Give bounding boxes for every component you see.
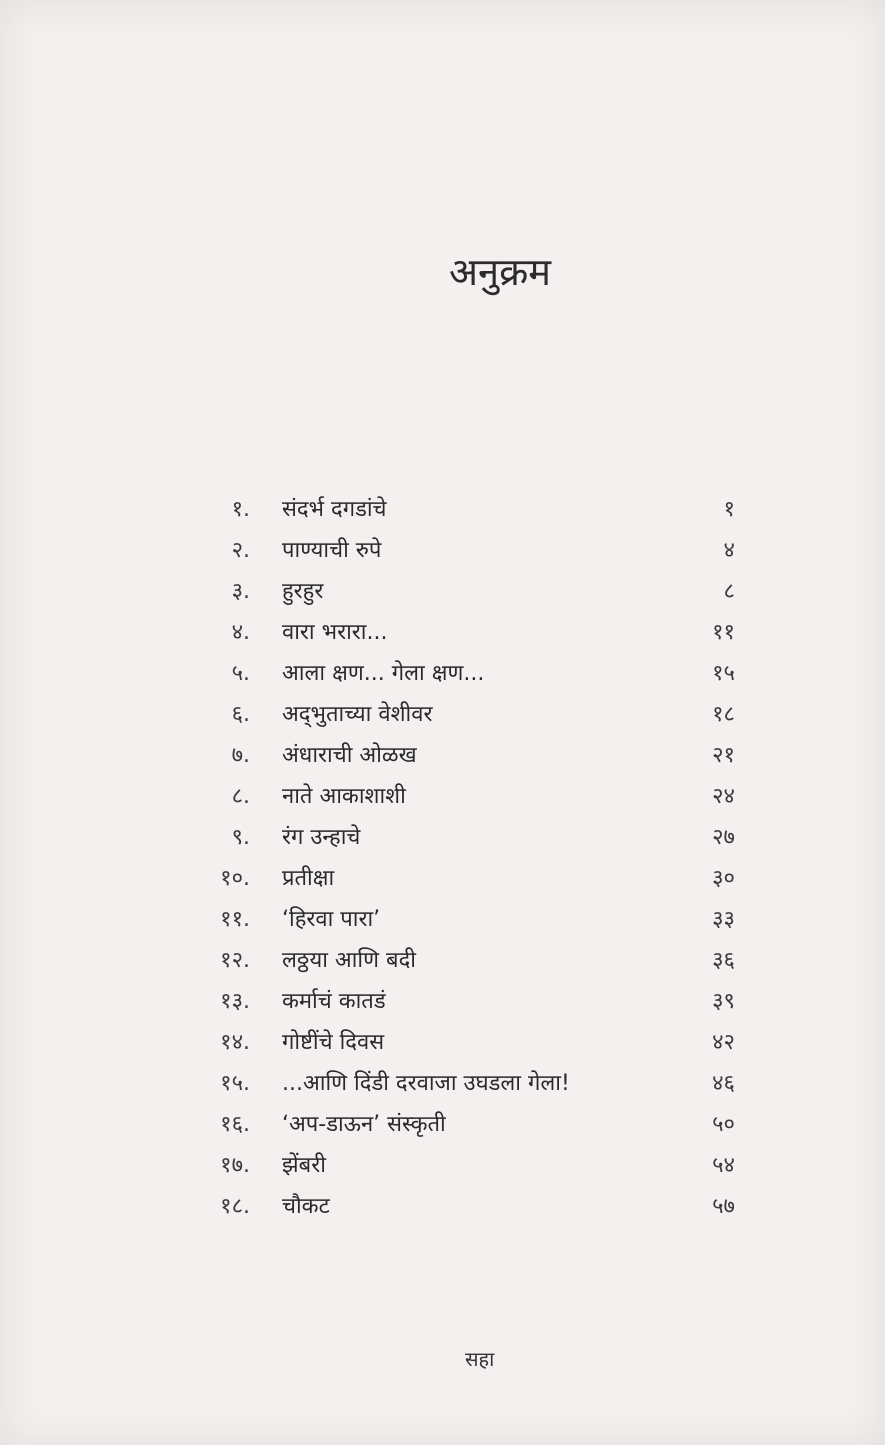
- toc-page: ८: [723, 579, 735, 604]
- toc-title: वारा भरारा...: [282, 620, 388, 645]
- toc-number: १२.: [220, 948, 250, 973]
- toc-page: ५७: [712, 1194, 735, 1219]
- toc-number: १५.: [220, 1071, 250, 1096]
- toc-page: २४: [712, 784, 735, 809]
- toc-page: १: [723, 497, 735, 522]
- toc-page: १८: [712, 702, 735, 727]
- page-title: अनुक्रम: [448, 250, 552, 294]
- toc-title: नाते आकाशाशी: [282, 784, 406, 809]
- toc-page: ५०: [712, 1112, 735, 1137]
- toc-row: [0, 613, 885, 653]
- toc-title: अंधाराची ओळख: [282, 743, 417, 768]
- toc-number: १.: [231, 497, 250, 522]
- toc-title: हुरहुर: [282, 579, 324, 604]
- toc-row: [0, 572, 885, 612]
- toc-title: संदर्भ दगडांचे: [282, 497, 387, 522]
- toc-page: ४६: [712, 1071, 735, 1096]
- toc-page: ५४: [712, 1153, 735, 1178]
- toc-title: झेंबरी: [282, 1153, 326, 1178]
- toc-number: ७.: [231, 743, 250, 768]
- toc-row: [0, 1023, 885, 1063]
- page-number-footer: सहा: [465, 1347, 495, 1371]
- toc-page: ३६: [712, 948, 735, 973]
- toc-number: १६.: [220, 1112, 250, 1137]
- toc-number: २.: [231, 538, 250, 563]
- toc-number: ५.: [231, 661, 250, 686]
- toc-row: [0, 736, 885, 776]
- toc-page: ३९: [712, 989, 735, 1014]
- toc-row: [0, 900, 885, 940]
- toc-page: २७: [712, 825, 735, 850]
- toc-row: [0, 1064, 885, 1104]
- toc-page: ४२: [712, 1030, 735, 1055]
- toc-title: ...आणि दिंडी दरवाजा उघडला गेला!: [282, 1071, 570, 1096]
- toc-row: [0, 654, 885, 694]
- toc-title: पाण्याची रुपे: [282, 538, 382, 563]
- toc-title: रंग उन्हाचे: [282, 825, 361, 850]
- toc-row: [0, 982, 885, 1022]
- toc-title: कर्माचं कातडं: [282, 989, 386, 1014]
- toc-row: [0, 490, 885, 530]
- toc-title: ‘हिरवा पारा’: [282, 907, 381, 932]
- toc-title: लठ्ठया आणि बदी: [282, 948, 416, 973]
- toc-number: १८.: [220, 1194, 250, 1219]
- toc-row: [0, 531, 885, 571]
- toc-row: [0, 818, 885, 858]
- toc-title: अद्‌भुताच्या वेशीवर: [282, 702, 433, 727]
- toc-title: गोष्टींचे दिवस: [282, 1030, 385, 1055]
- toc-title: प्रतीक्षा: [282, 866, 335, 891]
- toc-title: आला क्षण... गेला क्षण...: [282, 661, 485, 686]
- toc-page: ११: [712, 620, 735, 645]
- toc-number: ३.: [231, 579, 250, 604]
- toc-page: १५: [712, 661, 735, 686]
- toc-number: १०.: [220, 866, 250, 891]
- toc-title: ‘अप-डाऊन’ संस्कृती: [282, 1112, 446, 1137]
- toc-row: [0, 695, 885, 735]
- toc-row: [0, 1146, 885, 1186]
- toc-number: ९.: [231, 825, 250, 850]
- toc-number: ४.: [231, 620, 250, 645]
- toc-row: [0, 1187, 885, 1227]
- toc-number: ६.: [231, 702, 250, 727]
- toc-page: ४: [723, 538, 735, 563]
- toc-page: ३०: [712, 866, 735, 891]
- toc-number: ८.: [231, 784, 250, 809]
- toc-row: [0, 1105, 885, 1145]
- toc-page: २१: [712, 743, 735, 768]
- toc-number: १३.: [220, 989, 250, 1014]
- toc-row: [0, 859, 885, 899]
- toc-number: १७.: [220, 1153, 250, 1178]
- toc-row: [0, 941, 885, 981]
- toc-number: ११.: [220, 907, 250, 932]
- toc-number: १४.: [220, 1030, 250, 1055]
- toc-title: चौकट: [282, 1194, 330, 1219]
- toc-page: ३३: [712, 907, 735, 932]
- toc-row: [0, 777, 885, 817]
